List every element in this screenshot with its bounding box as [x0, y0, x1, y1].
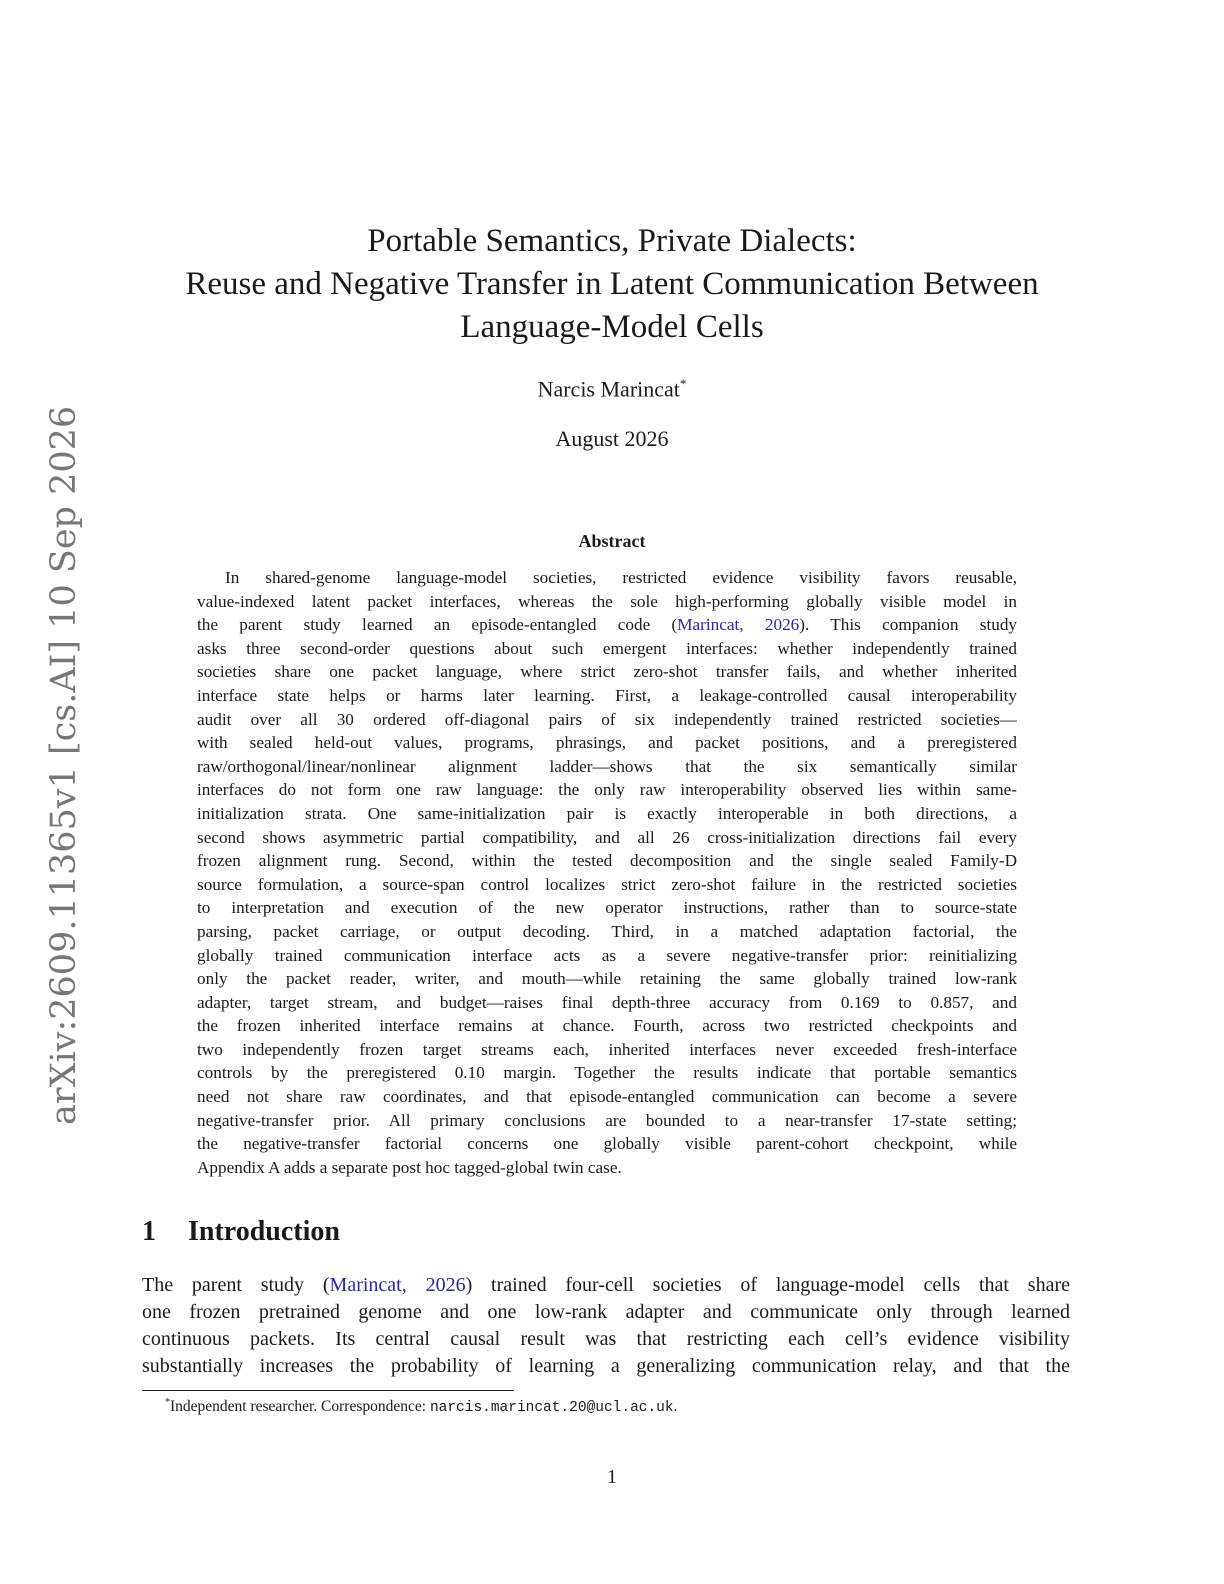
abstract-line: audit over all 30 ordered off-diagonal pairs of six independently trained restricted societies—	[197, 709, 1017, 729]
abstract-heading: Abstract	[578, 531, 646, 551]
citation-author: Marincat	[677, 615, 740, 635]
intro-line: continuous packets. Its central causal result was that restricting each cell’s evidence visibility	[142, 1328, 1070, 1350]
abstract-line: In shared-genome language-model societies, restricted evidence visibility favors reusable,	[225, 568, 1017, 587]
title-line: Reuse and Negative Transfer in Latent Communication Between	[185, 266, 1039, 302]
date: August 2026	[555, 426, 669, 451]
footnote-email[interactable]: narcis.marincat.20@ucl.ac.uk	[429, 1400, 674, 1417]
citation-link[interactable]	[677, 615, 799, 634]
intro-line-text: ) trained four-cell societies of language-model cells that share	[465, 1274, 1070, 1296]
author-name: Narcis Marincat	[537, 376, 680, 402]
abstract-line: two independently frozen target streams each, inherited interfaces never exceeded fresh-interface	[197, 1039, 1017, 1059]
abstract-line: interface state helps or harms later learning. First, a leakage-controlled causal interoperability	[197, 685, 1017, 705]
citation-separator: ,	[739, 615, 765, 635]
abstract-line: with sealed held-out values, programs, phrasings, and packet positions, and a preregistered	[197, 733, 1017, 753]
abstract-line-text: ). This companion study	[799, 615, 1018, 635]
citation-author: Marincat	[329, 1274, 402, 1296]
abstract-line: controls by the preregistered 0.10 margin. Together the results indicate that portable semantics	[197, 1063, 1017, 1083]
intro-line-text: The parent study (	[142, 1274, 330, 1296]
citation-year: 2026	[425, 1274, 466, 1296]
abstract-line: frozen alignment rung. Second, within the tested decomposition and the single sealed Family-D	[197, 851, 1017, 871]
abstract-body	[197, 566, 1017, 1179]
abstract-line: value-indexed latent packet interfaces, whereas the sole high-performing globally visible model in	[197, 591, 1017, 611]
abstract-line: globally trained communication interface acts as a severe negative-transfer prior: reinitializing	[197, 945, 1017, 965]
abstract-line: need not share raw coordinates, and that episode-entangled communication can become a severe	[197, 1087, 1017, 1107]
abstract-line: asks three second-order questions about such emergent interfaces: whether independently trained	[197, 638, 1017, 658]
citation-link[interactable]	[330, 1274, 466, 1296]
citation-separator: ,	[401, 1274, 426, 1296]
abstract-line: the frozen inherited interface remains at chance. Fourth, across two restricted checkpoints and	[197, 1016, 1017, 1036]
footnote-end: .	[673, 1398, 678, 1416]
title-line: Portable Semantics, Private Dialects:	[367, 223, 857, 259]
intro-paragraph	[142, 1272, 1070, 1380]
intro-line: one frozen pretrained genome and one low-rank adapter and communicate only through learned	[142, 1301, 1070, 1323]
section-title: Introduction	[188, 1216, 340, 1247]
author	[0, 376, 1224, 402]
abstract-line	[197, 613, 1017, 637]
intro-line: substantially increases the probability of learning a generalizing communication relay, and that the	[142, 1355, 1070, 1377]
page-number: 1	[607, 1466, 617, 1488]
abstract-line: initialization strata. One same-initialization pair is exactly interoperable in both directions, a	[197, 803, 1017, 823]
title-line: Language-Model Cells	[460, 309, 764, 345]
section-number: 1	[142, 1216, 156, 1247]
footnote	[165, 1397, 677, 1416]
citation-year: 2026	[764, 615, 800, 635]
footnote-divider	[142, 1390, 514, 1391]
abstract-line: source formulation, a source-span control localizes strict zero-shot failure in the restricted societies	[197, 874, 1017, 894]
author-footnote-marker: *	[679, 376, 687, 391]
abstract-line: societies share one packet language, where strict zero-shot transfer fails, and whether inherited	[197, 662, 1017, 682]
arxiv-identifier: arXiv:2609.11365v1 [cs.AI] 10 Sep 2026	[44, 405, 84, 1125]
abstract-line: negative-transfer prior. All primary conclusions are bounded to a near-transfer 17-state setting;	[197, 1110, 1017, 1130]
abstract-line: parsing, packet carriage, or output decoding. Third, in a matched adaptation factorial, the	[197, 921, 1017, 941]
paper-title	[140, 220, 1084, 349]
abstract-line: adapter, target stream, and budget—raises final depth-three accuracy from 0.169 to 0.857, and	[197, 992, 1017, 1012]
abstract-line: to interpretation and execution of the new operator instructions, rather than to source-state	[197, 898, 1017, 918]
abstract-line: the negative-transfer factorial concerns one globally visible parent-cohort checkpoint, while	[197, 1134, 1017, 1154]
abstract-line: second shows asymmetric partial compatibility, and all 26 cross-initialization directions fail every	[197, 827, 1017, 847]
section-heading	[142, 1216, 340, 1248]
abstract-line: only the packet reader, writer, and mouth—while retaining the same globally trained low-rank	[197, 969, 1017, 989]
intro-line	[142, 1272, 1070, 1299]
abstract-line: interfaces do not form one raw language: the only raw interoperability observed lies within same-	[197, 780, 1017, 800]
abstract-line: raw/orthogonal/linear/nonlinear alignment ladder—shows that the six semantically similar	[197, 756, 1017, 776]
abstract-line-text: the parent study learned an episode-entangled code (	[197, 615, 678, 635]
footnote-text: Independent researcher. Correspondence:	[170, 1398, 430, 1416]
abstract-line: Appendix A adds a separate post hoc tagged-global twin case.	[197, 1157, 622, 1177]
footnote-marker: *	[165, 1397, 170, 1408]
